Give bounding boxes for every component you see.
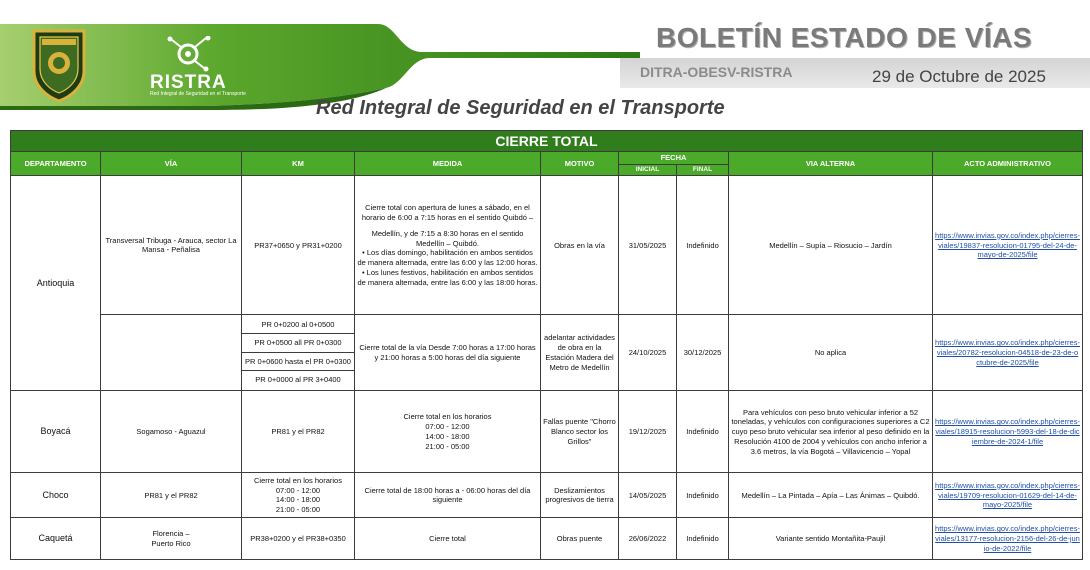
km-cell: PR81 y el PR82 xyxy=(242,391,355,473)
table-title: CIERRE TOTAL xyxy=(11,131,1083,152)
via-cell: Transversal Tribuga - Arauca, sector La Mansa - Peñalisa xyxy=(101,176,242,315)
dept-cell: Choco xyxy=(11,473,101,518)
measure-line: 14:00 - 18:00 xyxy=(425,431,470,441)
resolution-link[interactable]: https://www.invias.gov.co/index.php/cierres-viales/20782-resolucion-04518-de-23-de-octubre-de-2025/file xyxy=(935,338,1080,367)
measure-line: Cierre total en los horarios xyxy=(403,412,492,422)
col-acto: ACTO ADMINISTRATIVO xyxy=(933,152,1083,176)
via-alterna-cell: Medellín – Supía – Riosucio – Jardín xyxy=(729,176,933,315)
acto-cell xyxy=(933,391,1083,473)
km-cell: PR38+0200 y el PR38+0350 xyxy=(242,518,355,560)
resolution-link[interactable]: https://www.invias.gov.co/index.php/cierres-viales/19709-resolucion-01629-del-14-de-mayo-2025/file xyxy=(935,480,1080,510)
km-cell xyxy=(242,473,355,518)
green-header-band xyxy=(0,0,640,110)
final-cell: 30/12/2025 xyxy=(677,315,729,391)
via-cell xyxy=(101,518,242,560)
via-alterna-cell: Para vehículos con peso bruto vehicular inferior a 52 toneladas, y vehículos con configuraciones superiores a C2 cuyo peso bruto vehicular sea inferior al peso definido en la Resolución 4100 de 2004 y vehículos con ancho inferior a 3.6 metros, la vía Bogotá – Villavicencio – Yopal xyxy=(729,391,933,473)
acto-cell xyxy=(933,315,1083,391)
dept-cell: Caquetá xyxy=(11,518,101,560)
km-cell xyxy=(242,315,355,391)
closures-table xyxy=(10,130,1083,560)
police-badge-icon xyxy=(30,27,88,103)
col-via: VÍA xyxy=(101,152,242,176)
bulletin-title: BOLETÍN ESTADO DE VÍAS xyxy=(656,22,1033,53)
col-departamento: DEPARTAMENTO xyxy=(11,152,101,176)
final-cell: Indefinido xyxy=(677,176,729,315)
inicial-cell: 24/10/2025 xyxy=(619,315,677,391)
via-line: Florencia – xyxy=(152,529,190,539)
col-inicial: INICIAL xyxy=(619,164,677,175)
measure-intro: Cierre total con apertura de lunes a sábado, en el horario de 6:00 a 7:15 horas en el sentido Quibdó – xyxy=(361,203,534,223)
km-segment: PR 0+0000 al PR 3+0400 xyxy=(255,375,341,385)
km-line: 21:00 - 05:00 xyxy=(275,505,321,515)
measure-cell: Cierre total de 18:00 horas a - 06:00 horas del día siguiente xyxy=(355,473,541,518)
km-segment: PR 0+0600 hasta el PR 0+0300 xyxy=(242,353,354,372)
resolution-link[interactable]: https://www.invias.gov.co/index.php/cierres-viales/18915-resolucion-5993-del-18-de-diciembre-de-2024-1/file xyxy=(935,417,1080,446)
col-via-alterna: VIA ALTERNA xyxy=(729,152,933,176)
bulletin-header xyxy=(0,0,1090,128)
inicial-cell: 19/12/2025 xyxy=(619,391,677,473)
via-alterna-cell: No aplica xyxy=(729,315,933,391)
motivo-cell: Obras puente xyxy=(541,518,619,560)
motivo-cell: Fallas puente "Chorro Blanco sector los Grillos" xyxy=(541,391,619,473)
motivo-cell: Deslizamientos progresivos de tierra xyxy=(541,473,619,518)
dept-cell: Antioquia xyxy=(11,176,101,391)
measure-cell: Cierre total de la vía Desde 7:00 horas a 17:00 horas y 21:00 horas a 5:00 horas del día siguiente xyxy=(355,315,541,391)
inicial-cell: 14/05/2025 xyxy=(619,473,677,518)
col-motivo: MOTIVO xyxy=(541,152,619,176)
measure-cell: Cierre total xyxy=(355,518,541,560)
measure-bullet: • Los lunes festivos, habilitación en ambos sentidos de manera alternada, entre las 6:00 y las 18:00 horas. xyxy=(357,268,538,288)
measure-cell xyxy=(355,176,541,315)
motivo-cell: adelantar actividades de obra en la Estación Madera del Metro de Medellín xyxy=(541,315,619,391)
motivo-cell: Obras en la vía xyxy=(541,176,619,315)
final-cell: Indefinido xyxy=(677,518,729,560)
inicial-cell: 26/06/2022 xyxy=(619,518,677,560)
brand-name: RISTRA xyxy=(150,72,227,93)
measure-list xyxy=(357,248,538,287)
measure-bullet: • Los días domingo, habilitación en ambos sentidos de manera alternada, entre las 6:00 y las 12:00 horas. xyxy=(357,248,538,268)
acto-cell xyxy=(933,518,1083,560)
via-alterna-cell: Variante sentido Montañita-Paujil xyxy=(729,518,933,560)
final-cell: Indefinido xyxy=(677,391,729,473)
measure-line: 07:00 - 12:00 xyxy=(425,422,470,432)
acto-cell xyxy=(933,176,1083,315)
dept-cell: Boyacá xyxy=(11,391,101,473)
report-date: 29 de Octubre de 2025 xyxy=(872,67,1046,86)
final-cell: Indefinido xyxy=(677,473,729,518)
via-cell: PR81 y el PR82 xyxy=(101,473,242,518)
table-row xyxy=(11,518,1083,560)
col-medida: MEDIDA xyxy=(355,152,541,176)
km-line: 07:00 - 12:00 xyxy=(275,485,321,495)
col-fecha: FECHA xyxy=(619,152,729,165)
via-cell: Sogamoso - Aguazul xyxy=(101,391,242,473)
km-line: 14:00 - 18:00 xyxy=(275,495,321,505)
measure-mid: Medellín, y de 7:15 a 8:30 horas en el sentido Medellín – Quibdó. xyxy=(371,228,524,248)
inicial-cell: 31/05/2025 xyxy=(619,176,677,315)
acto-cell xyxy=(933,473,1083,518)
resolution-link[interactable]: https://www.invias.gov.co/index.php/cierres-viales/13177-resolucion-2156-del-26-de-junio-de-2022/file xyxy=(935,524,1080,553)
brand-subtitle: Red Integral de Seguridad en el Transporte xyxy=(150,91,246,97)
km-list xyxy=(242,316,354,390)
table-row xyxy=(11,176,1083,315)
km-segment: PR 0+0200 al 0+0500 xyxy=(242,316,354,335)
measure-line: 21:00 - 05:00 xyxy=(425,441,470,451)
via-alterna-cell: Medellín – La Pintada – Apía – Las Ánimas – Quibdó. xyxy=(729,473,933,518)
km-line: Cierre total en los horarios xyxy=(254,475,342,485)
measure-cell xyxy=(355,391,541,473)
table-row xyxy=(11,315,1083,391)
km-cell: PR37+0650 y PR31+0200 xyxy=(242,176,355,315)
table-row xyxy=(11,473,1083,518)
document-code: DITRA-OBESV-RISTRA xyxy=(640,64,793,80)
col-km: KM xyxy=(242,152,355,176)
via-cell xyxy=(101,315,242,391)
table-row xyxy=(11,391,1083,473)
via-line: Puerto Rico xyxy=(151,538,191,548)
resolution-link[interactable]: https://www.invias.gov.co/index.php/cierres-viales/19837-resolucion-01795-del-24-de-mayo-de-2025/file xyxy=(935,230,1080,260)
km-segment: PR 0+0500 all PR 0+0300 xyxy=(242,334,354,353)
network-title: Red Integral de Seguridad en el Transporte xyxy=(316,97,725,119)
col-final: FINAL xyxy=(677,164,729,175)
